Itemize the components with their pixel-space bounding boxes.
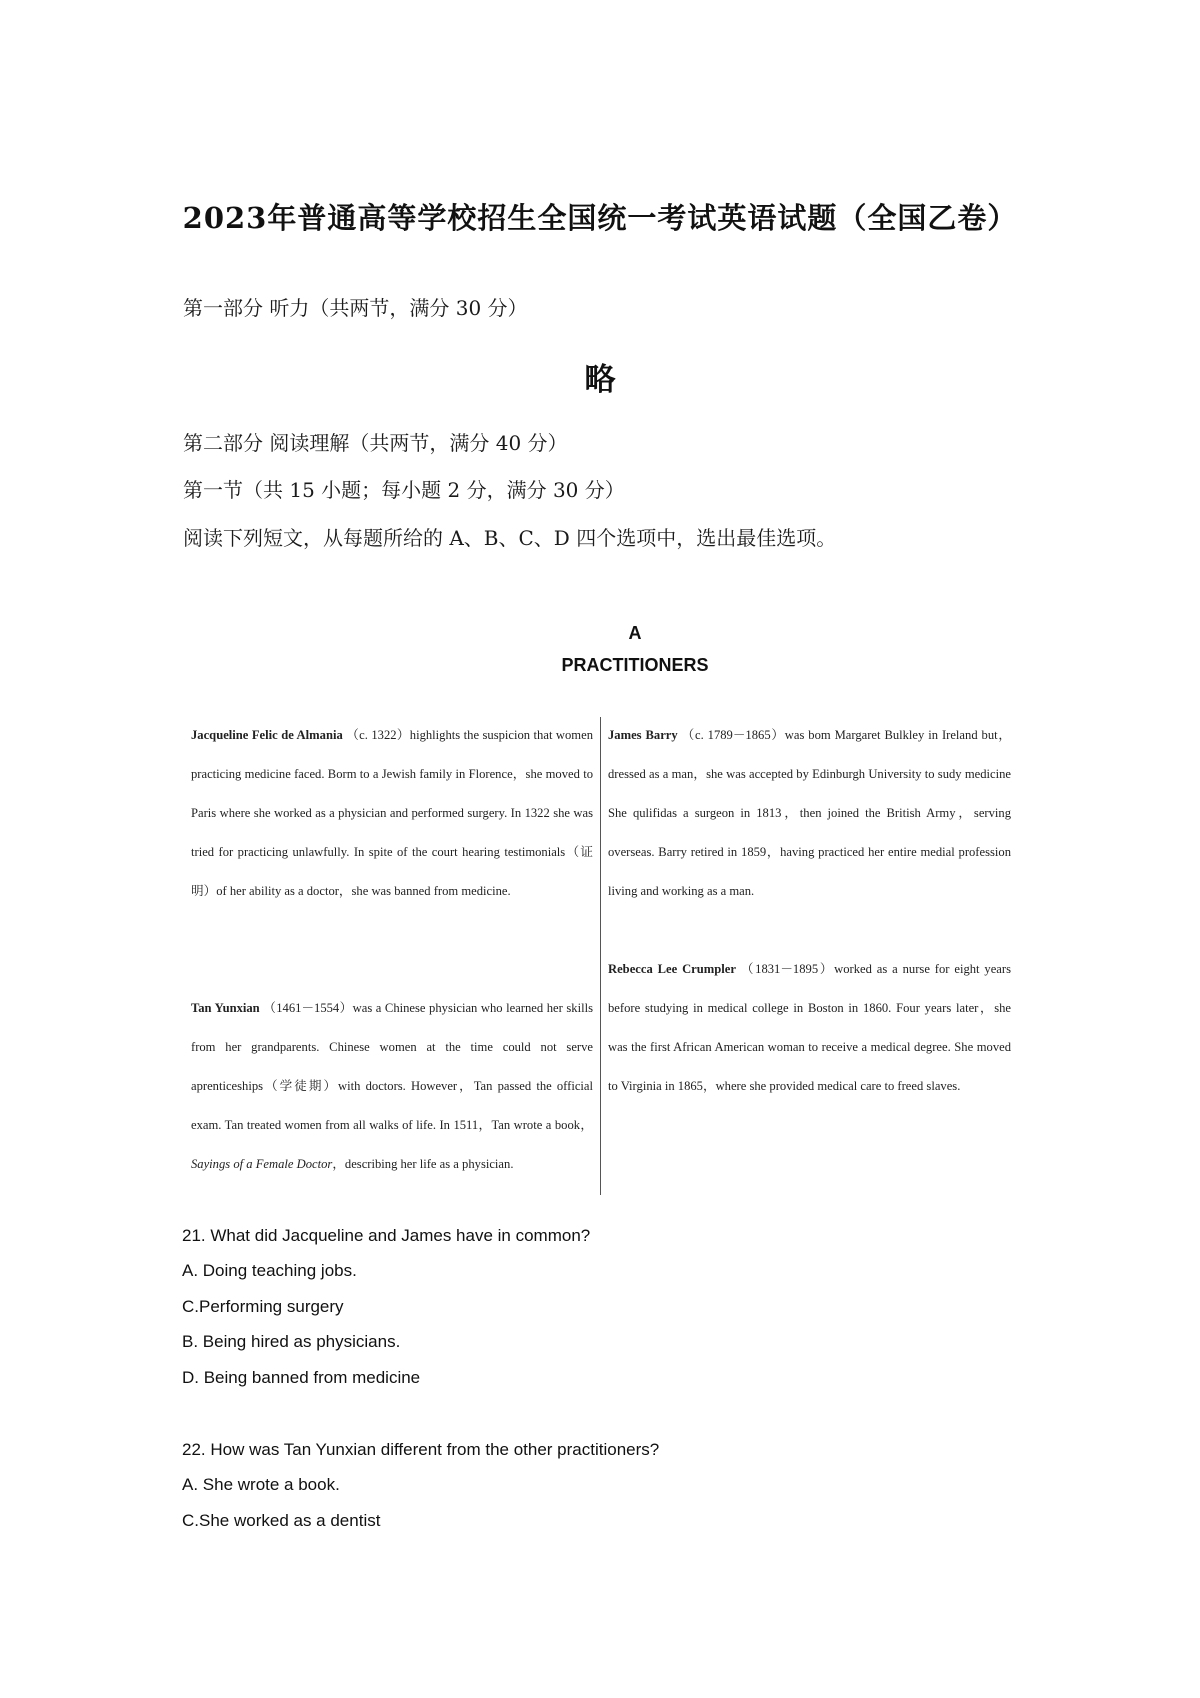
option: A. She wrote a book. xyxy=(182,1475,340,1494)
entry-rebecca xyxy=(608,950,1011,1106)
exam-title: 2023年普通高等学校招生全国统一考试英语试题（全国乙卷） xyxy=(182,201,1018,235)
entry-name: Jacqueline Felic de Almania xyxy=(191,728,343,742)
question-21: 21. What did Jacqueline and James have in common? xyxy=(182,1226,591,1245)
entry-name: James Barry xyxy=(608,728,678,742)
entry-text: （1831－1895）worked as a nurse for eight years before studying in medical college in Boston in 1860. Four years later，she was the first African American woman to receive a medical degree. She moved to Virginia in 1865，where she provided medical care to freed slaves. xyxy=(608,962,1011,1093)
instruction-text: 阅读下列短文，从每题所给的 A、B、C、D 四个选项中，选出最佳选项。 xyxy=(183,526,837,550)
entry-text: （c. 1322）highlights the suspicion that women practicing medicine faced. Borm to a Jewish family in Florence，she moved to Paris where she worked as a physician and performed surgery. In 1322 she was tried for practicing unlawfully. In spite of the court hearing testimonials（证明）of her ability as a doctor，she was banned from medicine. xyxy=(191,728,593,898)
option: C.Performing surgery xyxy=(182,1297,344,1316)
entry-jacqueline xyxy=(191,716,593,911)
part1-heading: 第一部分 听力（共两节，满分 30 分） xyxy=(183,296,528,320)
entry-text: （c. 1789－1865）was bom Margaret Bulkley in Ireland but，dressed as a man，she was accepted by Edinburgh University to sudy medicine She qulifidas a surgeon in 1813，then joined the British Army，serving overseas. Barry retired in 1859，having practiced her entire medial profession living and working as a man. xyxy=(608,728,1012,898)
omitted-marker: 略 xyxy=(584,362,616,398)
section1-heading: 第一节（共 15 小题；每小题 2 分，满分 30 分） xyxy=(183,478,625,502)
entry-tan xyxy=(191,989,593,1184)
book-title: Sayings of a Female Doctor xyxy=(191,1157,333,1171)
option: C.She worked as a dentist xyxy=(182,1511,381,1530)
option: B. Being hired as physicians. xyxy=(182,1332,401,1351)
column-divider xyxy=(600,717,601,1195)
entry-name: Tan Yunxian xyxy=(191,1001,260,1015)
entry-text: ，describing her life as a physician. xyxy=(332,1157,514,1171)
entry-james xyxy=(608,716,1011,911)
option: D. Being banned from medicine xyxy=(182,1368,421,1387)
option: A. Doing teaching jobs. xyxy=(182,1261,357,1280)
entry-name: Rebecca Lee Crumpler xyxy=(608,962,736,976)
part2-heading: 第二部分 阅读理解（共两节，满分 40 分） xyxy=(183,431,568,455)
passage-label: A xyxy=(628,623,642,643)
question-22: 22. How was Tan Yunxian different from the other practitioners? xyxy=(182,1440,660,1459)
passage-title: PRACTITIONERS xyxy=(561,655,709,675)
entry-text: （1461－1554）was a Chinese physician who learned her skills from her grandparents. Chinese women at the time could not serve aprenticeships（学徒期）with doctors. However，Tan passed the official exam. Tan treated women from all walks of life. In 1511，Tan wrote a book， xyxy=(191,1001,593,1132)
